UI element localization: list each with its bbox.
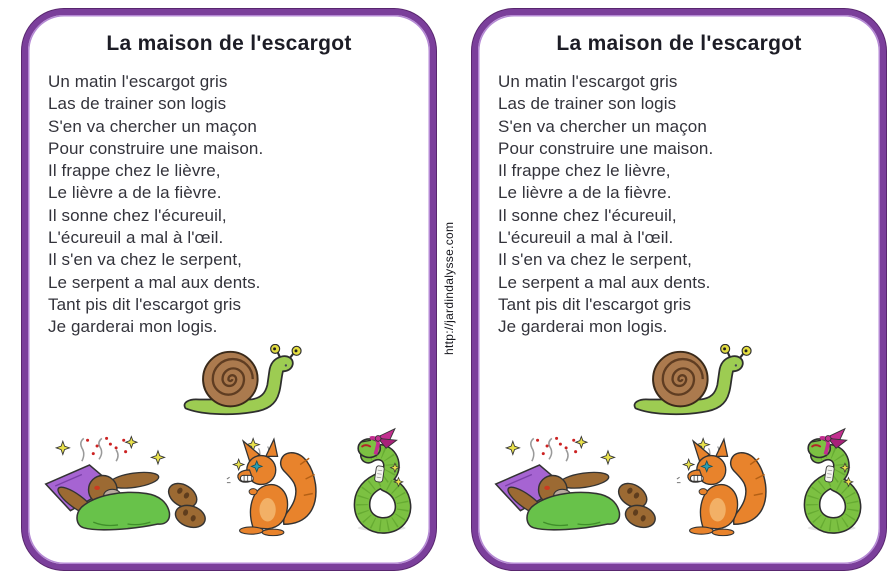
squirrel-foot xyxy=(262,529,284,536)
snake-toothache-bandage-icon xyxy=(790,424,868,538)
body-bandage xyxy=(824,465,834,482)
star-icon xyxy=(126,436,137,447)
poem-line: Le lièvre a de la fièvre. xyxy=(48,183,222,203)
squirrel-injured-eye-stars-icon xyxy=(676,430,780,538)
snail-with-spiral-shell-icon xyxy=(492,344,892,420)
poem-line: S'en va chercher un maçon xyxy=(48,116,257,136)
star-icon xyxy=(576,436,587,447)
poem-line: Le serpent a mal aux dents. xyxy=(48,272,261,292)
sneeze-lines xyxy=(677,477,681,482)
poem-line: Il frappe chez le lièvre, xyxy=(48,161,221,181)
card-title: La maison de l'escargot xyxy=(556,32,802,55)
hare-eye xyxy=(544,485,550,489)
squirrel-belly xyxy=(709,498,725,522)
poem-line: Il sonne chez l'écureuil, xyxy=(498,205,677,225)
squirrel-foot xyxy=(240,527,264,534)
squirrel-injured-eye-stars-icon xyxy=(226,430,330,538)
sneeze-lines xyxy=(227,477,231,482)
star-icon xyxy=(233,459,244,470)
poem-line: S'en va chercher un maçon xyxy=(498,116,707,136)
bandage-knot xyxy=(375,435,381,441)
fever-squiggles xyxy=(531,438,568,461)
squirrel-ear xyxy=(716,439,728,456)
animals-row xyxy=(28,424,430,538)
fever-squiggles xyxy=(81,438,118,461)
fever-dots xyxy=(536,436,577,454)
sick-hare-in-bed-thermometer-icon xyxy=(40,432,216,538)
poem-line: Le serpent a mal aux dents. xyxy=(498,272,711,292)
snake-toothache-bandage-icon xyxy=(340,424,418,538)
poem-line: Le lièvre a de la fièvre. xyxy=(498,183,672,203)
poem-card-left xyxy=(22,9,436,570)
squirrel-paw xyxy=(249,488,257,494)
poem-line: Las de trainer son logis xyxy=(48,94,227,114)
poem-text xyxy=(48,71,430,339)
poem-line: L'écureuil a mal à l'œil. xyxy=(498,228,674,248)
poem-line: Tant pis dit l'escargot gris xyxy=(48,294,242,314)
star-icon xyxy=(151,450,164,463)
website-url: http://jardindalysse.com xyxy=(442,221,456,355)
star-icon xyxy=(56,441,69,454)
poem-line: Je garderai mon logis. xyxy=(498,317,668,337)
poem-line: Un matin l'escargot gris xyxy=(498,72,678,91)
hare-eye xyxy=(94,485,100,489)
poem-line: Il s'en va chez le serpent, xyxy=(498,250,692,270)
star-icon xyxy=(683,459,694,470)
squirrel-belly xyxy=(259,498,275,522)
poem-text xyxy=(498,71,880,339)
poem-line: Pour construire une maison. xyxy=(48,138,264,158)
poem-line: L'écureuil a mal à l'œil. xyxy=(48,228,224,248)
squirrel-foot xyxy=(712,529,734,536)
hare-foot xyxy=(623,501,658,530)
poem-line: Je garderai mon logis. xyxy=(48,317,218,337)
fever-dots xyxy=(86,436,127,454)
snail-with-spiral-shell-icon xyxy=(42,344,444,420)
poem-line: Tant pis dit l'escargot gris xyxy=(498,294,692,314)
poem-line: Il s'en va chez le serpent, xyxy=(48,250,242,270)
body-bandage xyxy=(374,465,384,482)
star-icon xyxy=(506,441,519,454)
poem-line: Un matin l'escargot gris xyxy=(48,72,228,91)
poem-line: Las de trainer son logis xyxy=(498,94,677,114)
poem-line: Pour construire une maison. xyxy=(498,138,714,158)
poem-card-right xyxy=(472,9,886,570)
sick-hare-in-bed-thermometer-icon xyxy=(490,432,666,538)
squirrel-foot xyxy=(690,527,714,534)
bandage-knot xyxy=(825,435,831,441)
hare-foot xyxy=(173,501,208,530)
card-title: La maison de l'escargot xyxy=(106,32,352,55)
squirrel-ear xyxy=(266,439,278,456)
snail-illustration xyxy=(179,344,307,420)
poem-line: Il frappe chez le lièvre, xyxy=(498,161,671,181)
snail-illustration xyxy=(629,344,757,420)
star-icon xyxy=(601,450,614,463)
animals-row xyxy=(478,424,880,538)
poem-line: Il sonne chez l'écureuil, xyxy=(48,205,227,225)
squirrel-paw xyxy=(699,488,707,494)
